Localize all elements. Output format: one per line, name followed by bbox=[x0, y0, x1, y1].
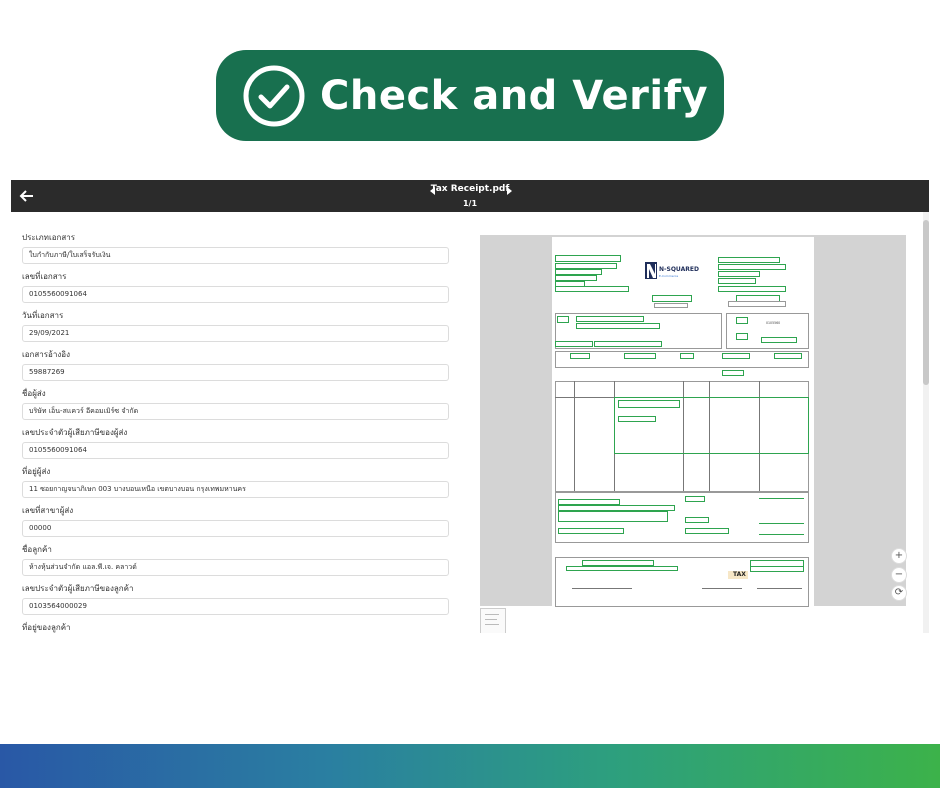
annotation-box bbox=[718, 286, 786, 292]
sender-branch-input[interactable]: 00000 bbox=[22, 520, 449, 537]
field-group bbox=[22, 388, 449, 420]
customer-name-input[interactable]: ห้างหุ้นส่วนจำกัด แอล.พี.เจ. คลาวด์ bbox=[22, 559, 449, 576]
signature-line bbox=[572, 588, 632, 589]
annotation-box bbox=[736, 317, 748, 324]
annotation-line bbox=[759, 498, 804, 499]
field-label: วันที่เอกสาร bbox=[22, 311, 64, 320]
annotation-box bbox=[558, 528, 624, 534]
annotation-box bbox=[652, 295, 692, 302]
document-type-input[interactable]: ใบกำกับภาษี/ใบเสร็จรับเงิน bbox=[22, 247, 449, 264]
annotation-box bbox=[594, 341, 662, 347]
annotation-box bbox=[774, 353, 802, 359]
viewer-toolbar bbox=[11, 180, 929, 212]
annotation-box bbox=[718, 278, 756, 284]
field-label: เลขประจำตัวผู้เสียภาษีของลูกค้า bbox=[22, 584, 134, 593]
annotation-box bbox=[555, 341, 593, 347]
annotation-box bbox=[750, 566, 804, 572]
page-thumbnail[interactable] bbox=[480, 608, 506, 633]
annotation-box bbox=[736, 333, 748, 340]
annotation-box bbox=[576, 323, 660, 329]
annotation-box bbox=[576, 316, 644, 322]
sender-tax-id-input[interactable]: 0105560091064 bbox=[22, 442, 449, 459]
rotate-reset-button[interactable]: ⟳ bbox=[891, 585, 907, 601]
field-group bbox=[22, 505, 449, 537]
document-verify-window bbox=[11, 180, 929, 633]
annotation-box bbox=[555, 255, 621, 262]
annotation-box bbox=[557, 316, 569, 323]
annotation-box bbox=[685, 496, 705, 502]
check-and-verify-banner bbox=[216, 50, 724, 141]
doc-no-text: 0105560 bbox=[766, 321, 781, 325]
thumbnail-line bbox=[485, 614, 499, 615]
thumbnail-line bbox=[485, 624, 499, 625]
svg-text:E-Commerce: E-Commerce bbox=[659, 274, 679, 278]
annotation-box bbox=[718, 271, 760, 277]
reference-input[interactable]: 59887269 bbox=[22, 364, 449, 381]
signature-line bbox=[702, 588, 742, 589]
annotation-box bbox=[728, 301, 786, 307]
annotation-box bbox=[680, 353, 694, 359]
field-label: ที่อยู่ของลูกค้า bbox=[22, 623, 71, 632]
annotation-box bbox=[618, 416, 656, 422]
svg-text:N-SQUARED: N-SQUARED bbox=[659, 266, 699, 273]
field-label: เลขที่เอกสาร bbox=[22, 272, 67, 281]
document-date-input[interactable]: 29/09/2021 bbox=[22, 325, 449, 342]
banner-title: Check and Verify bbox=[320, 72, 709, 119]
annotation-box bbox=[558, 511, 668, 522]
sender-address-input[interactable]: 11 ซอยกาญจนาภิเษก 003 บางบอนเหนือ เขตบางบอน กรุงเทพมหานคร bbox=[22, 481, 449, 498]
annotation-box bbox=[624, 353, 656, 359]
field-group bbox=[22, 310, 449, 342]
annotation-line bbox=[759, 534, 804, 535]
annotation-box bbox=[618, 400, 680, 408]
field-label: ที่อยู่ผู้ส่ง bbox=[22, 467, 51, 476]
field-label: ชื่อผู้ส่ง bbox=[22, 389, 46, 398]
thumbnail-line bbox=[485, 619, 497, 620]
annotation-box bbox=[685, 517, 709, 523]
annotation-box bbox=[555, 286, 629, 292]
annotation-box bbox=[685, 528, 729, 534]
field-label: เลขที่สาขาผู้ส่ง bbox=[22, 506, 74, 515]
footer-gradient-bar bbox=[0, 744, 940, 788]
field-group bbox=[22, 544, 449, 576]
customer-tax-id-input[interactable]: 0103564000029 bbox=[22, 598, 449, 615]
file-name: Tax Receipt.pdf bbox=[430, 184, 510, 194]
field-label: ประเภทเอกสาร bbox=[22, 233, 76, 242]
next-page-icon[interactable] bbox=[507, 187, 512, 195]
annotation-box bbox=[722, 370, 744, 376]
annotation-box bbox=[654, 303, 688, 308]
tax-stamp-icon: TAX bbox=[728, 571, 748, 579]
annotation-box bbox=[718, 257, 780, 263]
extracted-fields-form bbox=[22, 232, 449, 633]
zoom-in-button[interactable]: + bbox=[891, 548, 907, 564]
pdf-viewer[interactable] bbox=[480, 235, 906, 606]
pdf-page bbox=[552, 237, 814, 606]
field-label: เลขประจำตัวผู้เสียภาษีของผู้ส่ง bbox=[22, 428, 128, 437]
field-group bbox=[22, 232, 449, 264]
field-group bbox=[22, 466, 449, 498]
page-counter: 1/1 bbox=[462, 199, 478, 208]
annotation-box bbox=[761, 337, 797, 343]
annotation-box bbox=[566, 566, 678, 571]
zoom-out-button[interactable]: − bbox=[891, 567, 907, 583]
field-label: เอกสารอ้างอิง bbox=[22, 350, 70, 359]
table-rule bbox=[574, 381, 575, 491]
scrollbar-thumb[interactable] bbox=[923, 220, 929, 385]
annotation-box bbox=[722, 353, 750, 359]
field-group bbox=[22, 271, 449, 303]
field-group bbox=[22, 349, 449, 381]
field-group bbox=[22, 583, 449, 615]
field-group bbox=[22, 622, 449, 633]
company-logo bbox=[645, 261, 701, 281]
annotation-box bbox=[718, 264, 786, 270]
annotation-line bbox=[759, 523, 804, 524]
field-label: ชื่อลูกค้า bbox=[22, 545, 52, 554]
annotation-box bbox=[570, 353, 590, 359]
field-group bbox=[22, 427, 449, 459]
signature-line bbox=[757, 588, 802, 589]
sender-name-input[interactable]: บริษัท เอ็น-สแควร์ อีคอมเมิร์ซ จำกัด bbox=[22, 403, 449, 420]
check-circle-icon bbox=[242, 64, 306, 128]
document-number-input[interactable]: 0105560091064 bbox=[22, 286, 449, 303]
